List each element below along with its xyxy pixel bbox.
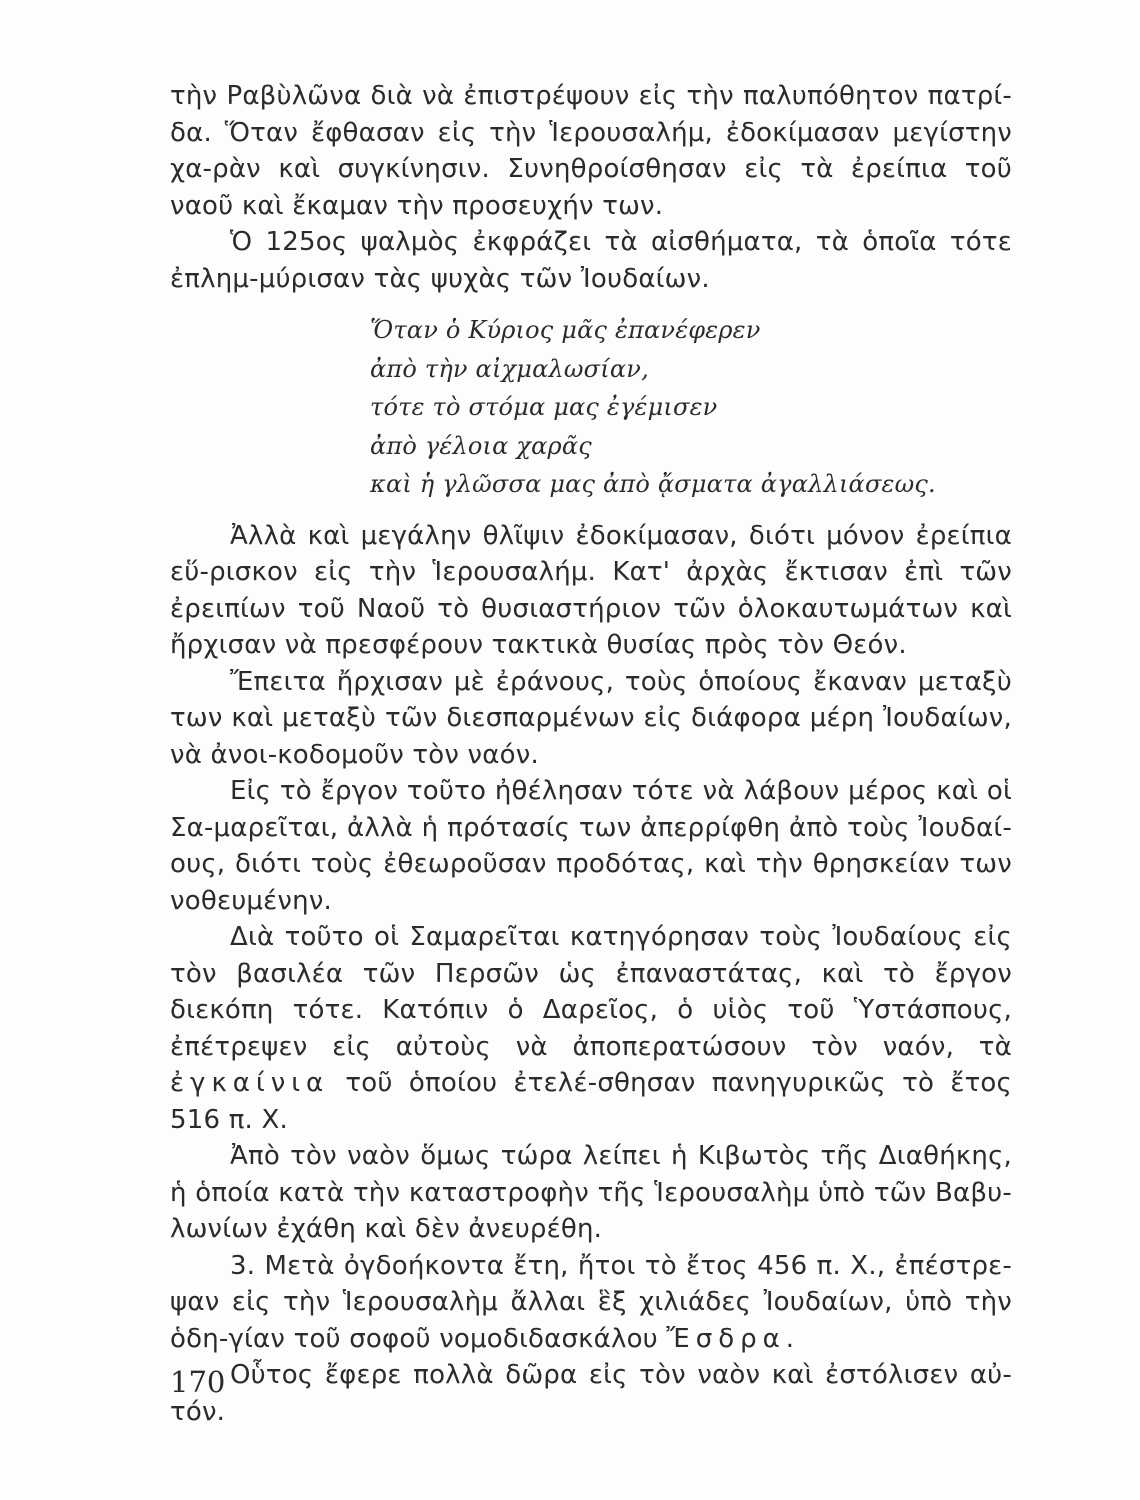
paragraph-psalm-intro: Ὁ 125ος ψαλμὸς ἐκφράζει τὰ αἰσθήματα, τὰ ὁποῖα τότε ἐπλημ-μύρισαν τὰς ψυχὰς τῶν Ἰουδαίων.: [170, 227, 1012, 294]
psalm-quotation: [370, 311, 1012, 504]
psalm-verse: τότε τὸ στόμα μας ἐγέμισεν: [370, 393, 718, 421]
paragraph-ezra-text: 3. Μετὰ ὀγδοήκοντα ἔτη, ἤτοι τὸ ἔτος 456 π. Χ., ἐπέστρε-ψαν εἰς τὴν Ἱερουσαλὴμ ἄλλαι ἓξ χιλιάδες Ἰουδαίων, ὑπὸ τὴν ὁδη-γίαν τοῦ σοφοῦ νομοδιδασκάλου: [170, 1250, 1012, 1354]
paragraph-darius-start: Διὰ τοῦτο οἱ Σαμαρεῖται κατηγόρησαν τοὺς Ἰουδαίους εἰς τὸν βασιλέα τῶν Περσῶν ὡς ἐπαναστάτας, καὶ τὸ ἔργον διεκόπη τότε. Κατόπιν ὁ Δαρεῖος, ὁ υἱὸς τοῦ Ὑστάσπους, ἐπέτρεψεν εἰς αὐτοὺς νὰ ἀποπερατώσουν τὸν ναόν, τὰ: [170, 922, 1012, 1062]
page-number: 170: [170, 1365, 226, 1399]
spaced-term-enkainia: ἐγκαίνια: [170, 1068, 330, 1098]
paragraph-samaritans: Εἰς τὸ ἔργον τοῦτο ἠθέλησαν τότε νὰ λάβουν μέρος καὶ οἱ Σα-μαρεῖται, ἀλλὰ ἡ πρότασίς των ἀπερρίφθη ἀπὸ τοὺς Ἰουδαί-ους, διότι τοὺς ἐθεωροῦσαν προδότας, καὶ τὴν θρησκείαν των νοθευμένην.: [170, 776, 1012, 916]
paragraph-collections: Ἔπειτα ἤρχισαν μὲ ἐράνους, τοὺς ὁποίους ἔκαναν μεταξὺ των καὶ μεταξὺ τῶν διεσπαρμένων εἰς διάφορα μέρη Ἰουδαίων, νὰ ἀνοι-κοδομοῦν τὸν ναόν.: [170, 666, 1012, 770]
paragraph-darius-end: τοῦ ὁποίου ἐτελέ-σθησαν πανηγυρικῶς τὸ ἔτος 516 π. Χ.: [170, 1068, 1012, 1135]
spaced-name-ezra: Ἔσδρα.: [666, 1323, 801, 1354]
paragraph-continued: τὴν Ραβὺλῶνα διὰ νὰ ἐπιστρέψουν εἰς τὴν παλυπόθητον πατρί-δα. Ὅταν ἔφθασαν εἰς τὴν Ἱερουσαλήμ, ἐδοκίμασαν μεγίστην χα-ρὰν καὶ συγκίνησιν. Συνηθροίσθησαν εἰς τὰ ἐρείπια τοῦ ναοῦ καὶ ἔκαμαν τὴν προσευχήν των.: [170, 81, 1012, 221]
psalm-verse: καὶ ἡ γλῶσσα μας ἀπὸ ᾄσματα ἀγαλλιάσεως.: [370, 470, 936, 498]
paragraph-sorrow: Ἀλλὰ καὶ μεγάλην θλῖψιν ἐδοκίμασαν, διότι μόνον ἐρείπια εὕ-ρισκον εἰς τὴν Ἱερουσαλήμ. Κατ' ἀρχὰς ἔκτισαν ἐπὶ τῶν ἐρειπίων τοῦ Ναοῦ τὸ θυσιαστήριον τῶν ὁλοκαυτωμάτων καὶ ἤρχισαν νὰ πρεσφέρουν τακτικὰ θυσίας πρὸς τὸν Θεόν.: [170, 520, 1012, 660]
psalm-verse: ἀπὸ γέλοια χαρᾶς: [370, 431, 592, 460]
psalm-verse: ἀπὸ τὴν αἰχμαλωσίαν,: [370, 354, 649, 383]
paragraph-gifts: Οὗτος ἔφερε πολλὰ δῶρα εἰς τὸν ναὸν καὶ ἐστόλισεν αὐ-τόν.: [170, 1360, 1012, 1427]
psalm-verse: Ὅταν ὁ Κύριος μᾶς ἐπανέφερεν: [370, 316, 761, 344]
paragraph-ark: Ἀπὸ τὸν ναὸν ὅμως τώρα λείπει ἡ Κιβωτὸς τῆς Διαθήκης, ἡ ὁποία κατὰ τὴν καταστροφὴν τῆς Ἱερουσαλὴμ ὑπὸ τῶν Βαβυ-λωνίων ἐχάθη καὶ δὲν ἀνευρέθη.: [170, 1141, 1012, 1244]
paragraph-ezra: [170, 1248, 1012, 1358]
main-text: [170, 78, 1012, 1430]
paragraph-darius: [170, 919, 1012, 1138]
